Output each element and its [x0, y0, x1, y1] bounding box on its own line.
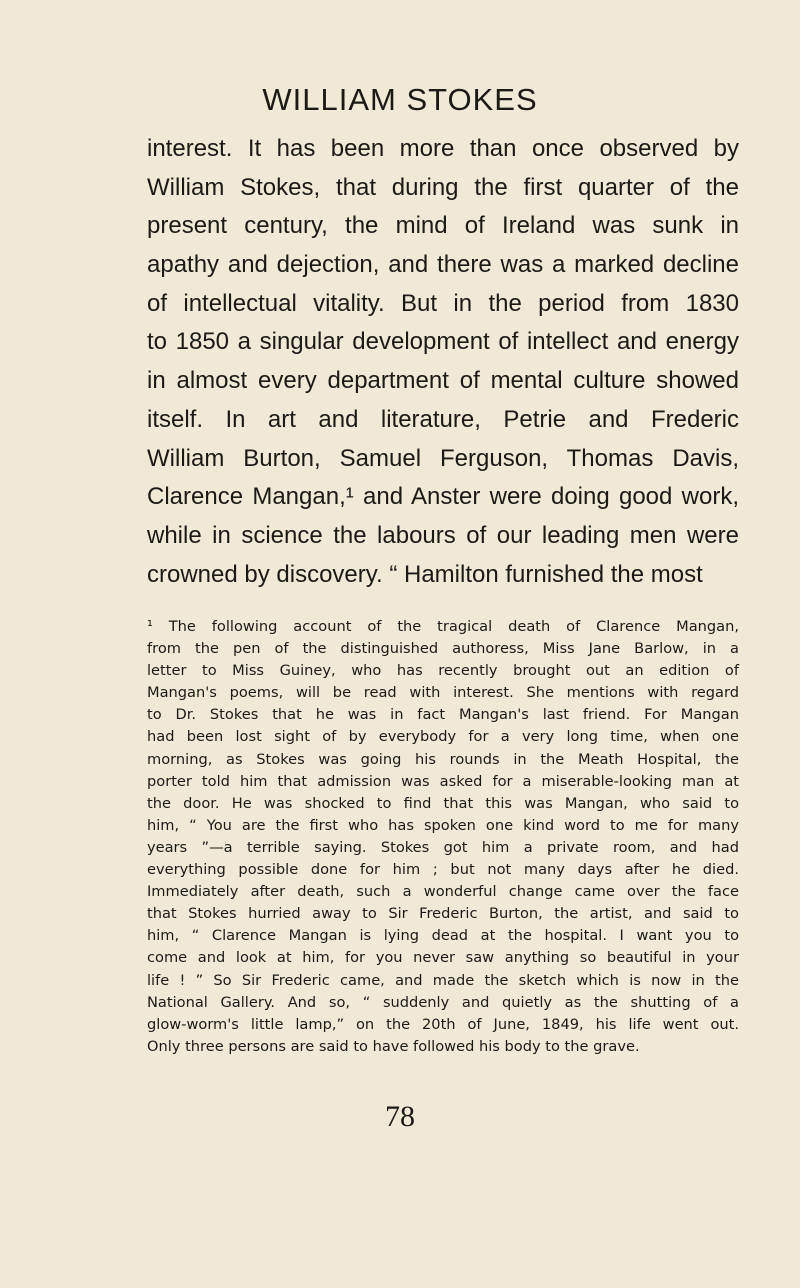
footnote-line: the door. He was shocked to find that this was Mangan, who said to	[147, 794, 739, 812]
footnote-line: that Stokes hurried away to Sir Frederic Burton, the artist, and said to	[147, 905, 739, 923]
footnote-line: National Gallery. And so, “ suddenly and quietly as the shutting of a	[147, 993, 739, 1011]
footnote-line: ¹ The following account of the tragical death of Clarence Mangan,	[147, 618, 739, 635]
footnote-line: him, “ Clarence Mangan is lying dead at the hospital. I want you to	[147, 927, 739, 945]
body-line: to 1850 a singular development of intellect and energy	[147, 328, 739, 356]
footnote-line: everything possible done for him ; but not many days after he died.	[147, 861, 739, 879]
body-line: William Stokes, that during the first quarter of the	[147, 173, 739, 201]
footnote-line: come and look at him, for you never saw anything so beautiful in your	[147, 949, 739, 967]
footnote-line: him, “ You are the first who has spoken one kind word to me for many	[147, 816, 739, 834]
body-line: in almost every department of mental culture showed	[147, 367, 739, 395]
body-line: present century, the mind of Ireland was sunk in	[147, 212, 739, 240]
body-line: William Burton, Samuel Ferguson, Thomas Davis,	[147, 444, 739, 472]
footnote-line: from the pen of the distinguished authoress, Miss Jane Barlow, in a	[147, 640, 739, 658]
footnote	[147, 616, 739, 1058]
footnote-line: glow-worm's little lamp,” on the 20th of June, 1849, his life went out.	[147, 1015, 739, 1033]
footnote-line: to Dr. Stokes that he was in fact Mangan's last friend. For Mangan	[147, 706, 739, 724]
footnote-line: life ! ” So Sir Frederic came, and made the sketch which is now in the	[147, 971, 739, 989]
footnote-line: had been lost sight of by everybody for a very long time, when one	[147, 728, 739, 746]
body-text	[147, 130, 739, 594]
body-line: of intellectual vitality. But in the period from 1830	[147, 289, 739, 317]
body-line: crowned by discovery. “ Hamilton furnished the most	[147, 560, 703, 588]
footnote-line: Mangan's poems, will be read with interest. She mentions with regard	[147, 684, 739, 702]
body-line: while in science the labours of our leading men were	[147, 521, 739, 549]
footnote-line: porter told him that admission was asked for a miserable-looking man at	[147, 772, 739, 790]
body-line: Clarence Mangan,¹ and Anster were doing good work,	[147, 483, 739, 511]
footnote-line: morning, as Stokes was going his rounds in the Meath Hospital, the	[147, 750, 739, 768]
page-number: 78	[385, 1100, 415, 1133]
body-line: apathy and dejection, and there was a marked decline	[147, 251, 739, 279]
body-line: interest. It has been more than once observed by	[147, 135, 739, 162]
body-line: itself. In art and literature, Petrie and Frederic	[147, 405, 739, 433]
footnote-line: Immediately after death, such a wonderful change came over the face	[147, 883, 739, 901]
footnote-line: letter to Miss Guiney, who has recently brought out an edition of	[147, 662, 739, 680]
running-head: WILLIAM STOKES	[262, 82, 538, 117]
footnote-line: Only three persons are said to have followed his body to the grave.	[147, 1037, 640, 1055]
footnote-line: years ”—a terrible saying. Stokes got him a private room, and had	[147, 838, 739, 856]
